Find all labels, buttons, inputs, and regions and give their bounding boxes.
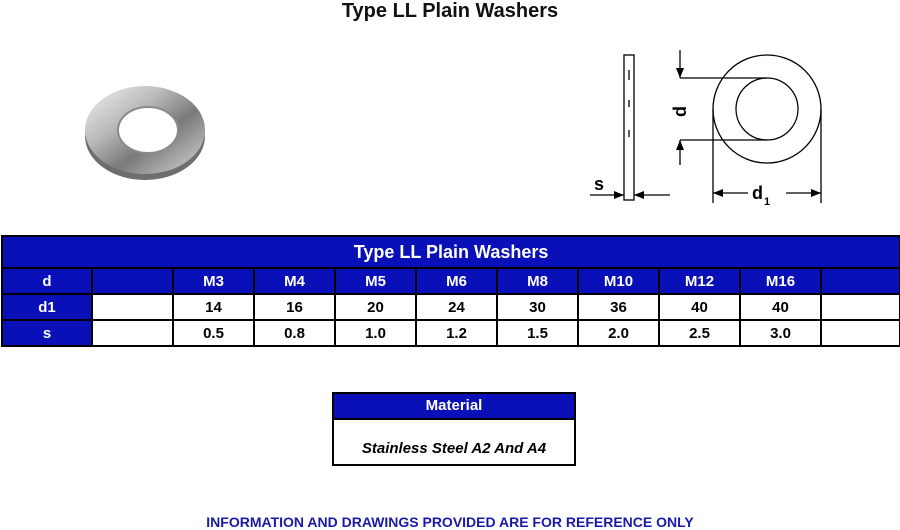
page-title: Type LL Plain Washers <box>341 0 559 22</box>
table-cell <box>821 268 900 294</box>
material-box <box>332 392 576 466</box>
table-cell: M6 <box>416 268 497 294</box>
row-label: d1 <box>2 294 92 320</box>
table-cell: 1.0 <box>335 320 416 346</box>
table-cell <box>821 320 900 346</box>
table-cell: M3 <box>173 268 254 294</box>
table-cell <box>92 320 173 346</box>
table-cell: 1.2 <box>416 320 497 346</box>
table-cell: 2.5 <box>659 320 740 346</box>
table-cell <box>92 268 173 294</box>
material-value: Stainless Steel A2 And A4 <box>361 440 547 457</box>
table-cell <box>821 294 900 320</box>
table-cell: M12 <box>659 268 740 294</box>
washer-technical-drawing <box>580 45 830 215</box>
row-label: d <box>2 268 92 294</box>
table-cell: 40 <box>659 294 740 320</box>
table-cell: 16 <box>254 294 335 320</box>
table-cell: 20 <box>335 294 416 320</box>
table-cell: 1.5 <box>497 320 578 346</box>
table-row-s <box>2 320 900 346</box>
table-cell: M16 <box>740 268 821 294</box>
d-label: d <box>670 106 690 117</box>
table-cell: 2.0 <box>578 320 659 346</box>
table-cell: 3.0 <box>740 320 821 346</box>
table-cell: M8 <box>497 268 578 294</box>
d1-label: d <box>752 183 763 203</box>
table-row-d1 <box>2 294 900 320</box>
table-cell: M10 <box>578 268 659 294</box>
washer-photo <box>70 70 220 190</box>
material-header: Material <box>334 394 574 420</box>
d1-subscript: 1 <box>764 196 771 208</box>
s-label: s <box>594 174 605 194</box>
table-cell: 24 <box>416 294 497 320</box>
table-cell: 30 <box>497 294 578 320</box>
table-cell: M4 <box>254 268 335 294</box>
table-cell: 36 <box>578 294 659 320</box>
table-row-d <box>2 268 900 294</box>
washer-spec-table <box>1 235 900 347</box>
table-cell: 14 <box>173 294 254 320</box>
table-cell: 0.5 <box>173 320 254 346</box>
disclaimer: INFORMATION AND DRAWINGS PROVIDED ARE FOR REFERENCE ONLY <box>206 514 694 530</box>
table-cell: 0.8 <box>254 320 335 346</box>
table-cell: M5 <box>335 268 416 294</box>
table-cell <box>92 294 173 320</box>
table-title: Type LL Plain Washers <box>2 236 900 268</box>
row-label: s <box>2 320 92 346</box>
table-cell: 40 <box>740 294 821 320</box>
